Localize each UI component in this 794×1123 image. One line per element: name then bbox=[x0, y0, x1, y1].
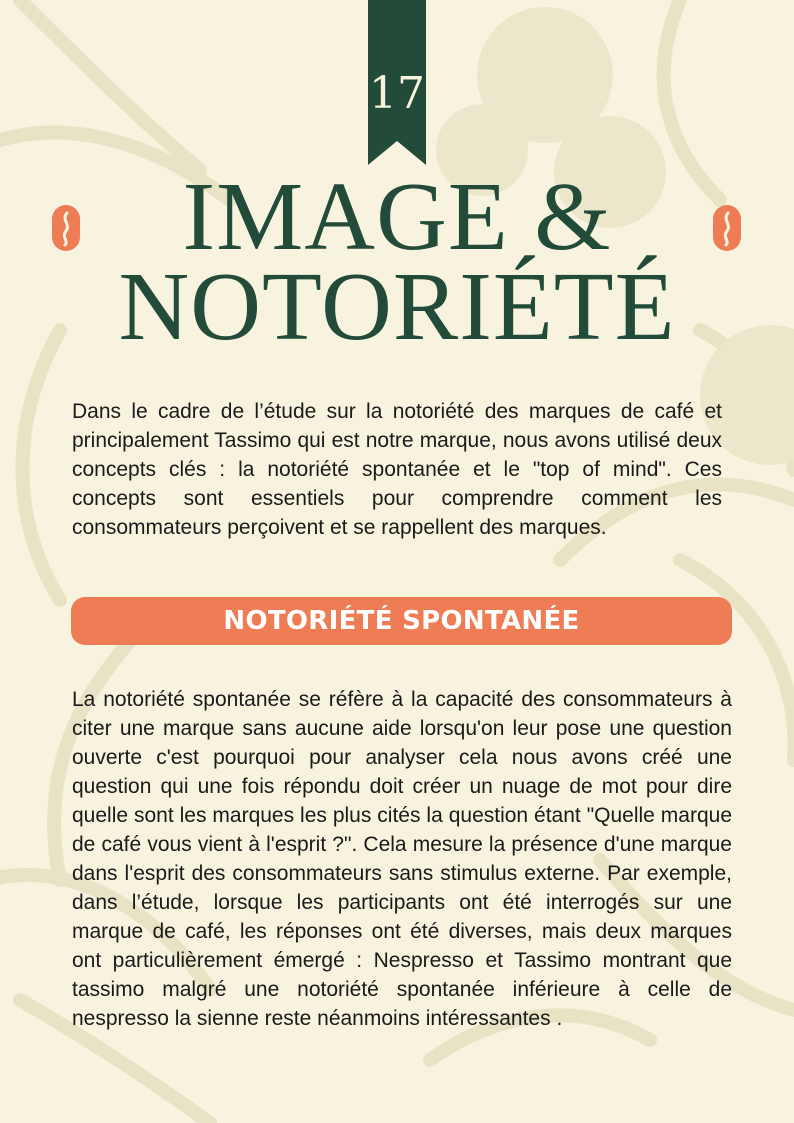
section-header-banner bbox=[71, 597, 732, 645]
section-paragraph: La notoriété spontanée se réfère à la capacité des consommateurs à citer une marque sans aucune aide lorsqu'on leur pose une question ouverte c'est pourquoi pour analyser cela nous avons créé une question qui une fois répondu doit créer un nuage de mot pour dire quelle sont les marques les plus cités la question étant "Quelle marque de café vous vient à l'esprit ?". Cela mesure la présence d'une marque dans l'esprit des consommateurs sans stimulus externe. Par exemple, dans l’étude, lorsque les participants ont été interrogés sur une marque de café, les réponses ont été diverses, mais deux marques ont particulièrement émergé : Nespresso et Tassimo montrant que tassimo malgré une notoriété spontanée inférieure à celle de nespresso la sienne reste néanmoins intéressantes . bbox=[72, 688, 732, 1030]
intro-paragraph: Dans le cadre de l’étude sur la notoriété des marques de café et principalement Tassimo qui est notre marque, nous avons utilisé deux concepts clés : la notoriété spontanée et le "top of mind". Ces concepts sont essentiels pour comprendre comment les consommateurs perçoivent et se rappellent des marques. bbox=[72, 400, 722, 539]
section-title: NOTORIÉTÉ SPONTANÉE bbox=[223, 606, 580, 636]
page-title-line-2: NOTORIÉTÉ bbox=[118, 253, 676, 361]
page-title-line-1: IMAGE & bbox=[182, 163, 612, 271]
page-number-ribbon bbox=[368, 0, 426, 165]
page-title bbox=[60, 163, 734, 361]
page-number: 17 bbox=[369, 68, 425, 119]
